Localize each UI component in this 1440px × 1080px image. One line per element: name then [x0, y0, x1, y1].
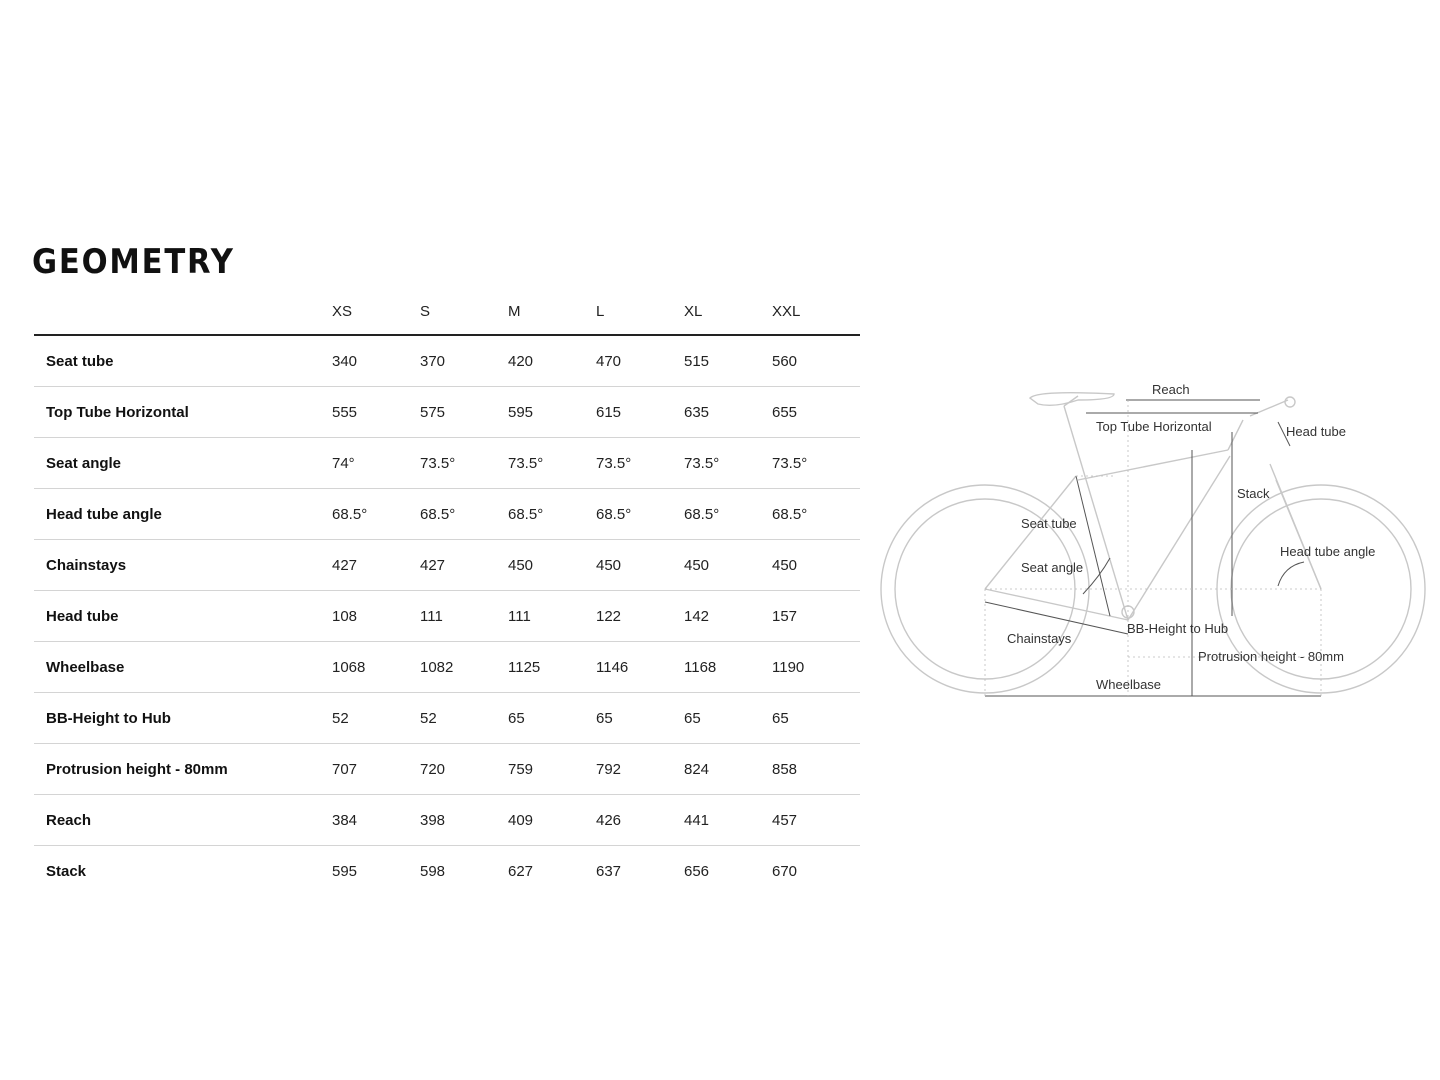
table-cell: 595 [508, 387, 596, 438]
size-header-xl: XL [684, 288, 772, 335]
row-label: Seat angle [34, 438, 332, 489]
saddle [1030, 393, 1114, 406]
table-row [34, 693, 860, 744]
table-cell: 52 [420, 693, 508, 744]
table-cell: 108 [332, 591, 420, 642]
table-cell: 340 [332, 335, 420, 387]
table-cell: 1190 [772, 642, 860, 693]
header-label-spacer [34, 288, 332, 335]
table-cell: 68.5° [684, 489, 772, 540]
table-row [34, 438, 860, 489]
row-label: BB-Height to Hub [34, 693, 332, 744]
row-label: Reach [34, 795, 332, 846]
table-cell: 65 [772, 693, 860, 744]
table-cell: 656 [684, 862, 710, 880]
table-cell: 598 [420, 862, 446, 880]
table-row [34, 795, 860, 846]
table-cell: 68.5° [596, 489, 684, 540]
table-row [34, 744, 860, 795]
table-cell: 635 [684, 387, 772, 438]
table-cell: 157 [772, 591, 860, 642]
table-cell: 68.5° [420, 489, 508, 540]
table-cell: 615 [596, 387, 684, 438]
table-cell: 68.5° [508, 489, 596, 540]
table-cell: 457 [772, 795, 860, 846]
table-cell: 65 [684, 693, 772, 744]
table-cell: 1125 [508, 642, 596, 693]
label-protrusion-height: Protrusion height - 80mm [1198, 649, 1344, 664]
row-label: Stack [46, 862, 87, 880]
row-label: Wheelbase [34, 642, 332, 693]
table-cell: 515 [684, 335, 772, 387]
table-cell: 575 [420, 387, 508, 438]
label-stack: Stack [1237, 486, 1270, 501]
geometry-table [34, 288, 860, 896]
table-cell: 1168 [684, 642, 772, 693]
table-cell: 52 [332, 693, 420, 744]
size-header-l: L [596, 288, 684, 335]
label-head-tube-angle: Head tube angle [1280, 544, 1376, 559]
table-cell: 1146 [596, 642, 684, 693]
table-cell: 68.5° [332, 489, 420, 540]
table-cell: 627 [508, 862, 534, 880]
table-cell: 560 [772, 335, 860, 387]
row-label: Head tube [34, 591, 332, 642]
table-cell: 398 [420, 795, 508, 846]
row-label: Head tube angle [34, 489, 332, 540]
seat-tube [1064, 406, 1128, 620]
handlebar [1285, 397, 1295, 407]
label-chainstays: Chainstays [1007, 631, 1072, 646]
label-head-tube: Head tube [1286, 424, 1346, 439]
table-cell: 111 [508, 591, 596, 642]
table-cell: 384 [332, 795, 420, 846]
size-header-xs: XS [332, 288, 420, 335]
label-bb-height-to-hub: BB-Height to Hub [1127, 621, 1229, 636]
row-label: Top Tube Horizontal [34, 387, 332, 438]
size-header-xxl: XXL [772, 288, 860, 335]
table-row [34, 846, 860, 897]
table-cell: 450 [772, 540, 860, 591]
table-cell: 1082 [420, 642, 508, 693]
row-label: Chainstays [34, 540, 332, 591]
table-cell: 450 [684, 540, 772, 591]
table-cell: 111 [420, 591, 508, 642]
table-cell: 555 [332, 387, 420, 438]
table-cell: 65 [596, 693, 684, 744]
table-cell: 427 [332, 540, 420, 591]
table-cell: 595 [332, 862, 358, 880]
down-tube [1128, 456, 1230, 620]
table-cell: 707 [332, 744, 420, 795]
row-label: Seat tube [34, 335, 332, 387]
table-cell: 73.5° [772, 438, 860, 489]
table-cell: 122 [596, 591, 684, 642]
table-cell: 420 [508, 335, 596, 387]
table-cell: 720 [420, 744, 508, 795]
row-label: Protrusion height - 80mm [34, 744, 332, 795]
table-row [34, 540, 860, 591]
table-cell: 858 [772, 744, 860, 795]
table-cell: 792 [596, 744, 684, 795]
table-row [34, 489, 860, 540]
table-cell: 441 [684, 795, 772, 846]
table-cell: 759 [508, 744, 596, 795]
table-cell: 426 [596, 795, 684, 846]
table-cell: 142 [684, 591, 772, 642]
table-cell: 74° [332, 438, 420, 489]
table-cell: 73.5° [684, 438, 772, 489]
label-wheelbase: Wheelbase [1096, 677, 1162, 692]
table-cell: 450 [596, 540, 684, 591]
table-cell: 65 [508, 693, 596, 744]
table-cell: 824 [684, 744, 772, 795]
label-seat-tube: Seat tube [1021, 516, 1077, 531]
table-cell: 470 [596, 335, 684, 387]
table-cell: 370 [420, 335, 508, 387]
head-tube [1228, 420, 1243, 450]
table-cell: 68.5° [772, 489, 860, 540]
table-cell: 409 [508, 795, 596, 846]
table-cell: 670 [772, 862, 798, 880]
page-title: GEOMETRY [32, 242, 235, 282]
table-cell: 73.5° [596, 438, 684, 489]
table-row [34, 335, 860, 387]
size-header-s: S [420, 288, 508, 335]
table-row [34, 642, 860, 693]
table-cell: 73.5° [508, 438, 596, 489]
stem [1250, 400, 1288, 416]
table-cell: 73.5° [420, 438, 508, 489]
table-row [34, 387, 860, 438]
size-header-m: M [508, 288, 596, 335]
table-cell: 637 [596, 862, 622, 880]
label-reach: Reach [1152, 382, 1190, 397]
table-cell: 450 [508, 540, 596, 591]
table-row [34, 591, 860, 642]
label-top-tube-horizontal: Top Tube Horizontal [1096, 419, 1212, 434]
top-tube [1078, 450, 1228, 480]
table-cell: 427 [420, 540, 508, 591]
chainstay [985, 589, 1128, 620]
fork-lower [1276, 480, 1321, 589]
table-cell: 1068 [332, 642, 420, 693]
label-seat-angle: Seat angle [1021, 560, 1084, 575]
bike-geometry-diagram [878, 380, 1434, 700]
table-cell: 655 [772, 387, 860, 438]
header-row [34, 288, 860, 335]
